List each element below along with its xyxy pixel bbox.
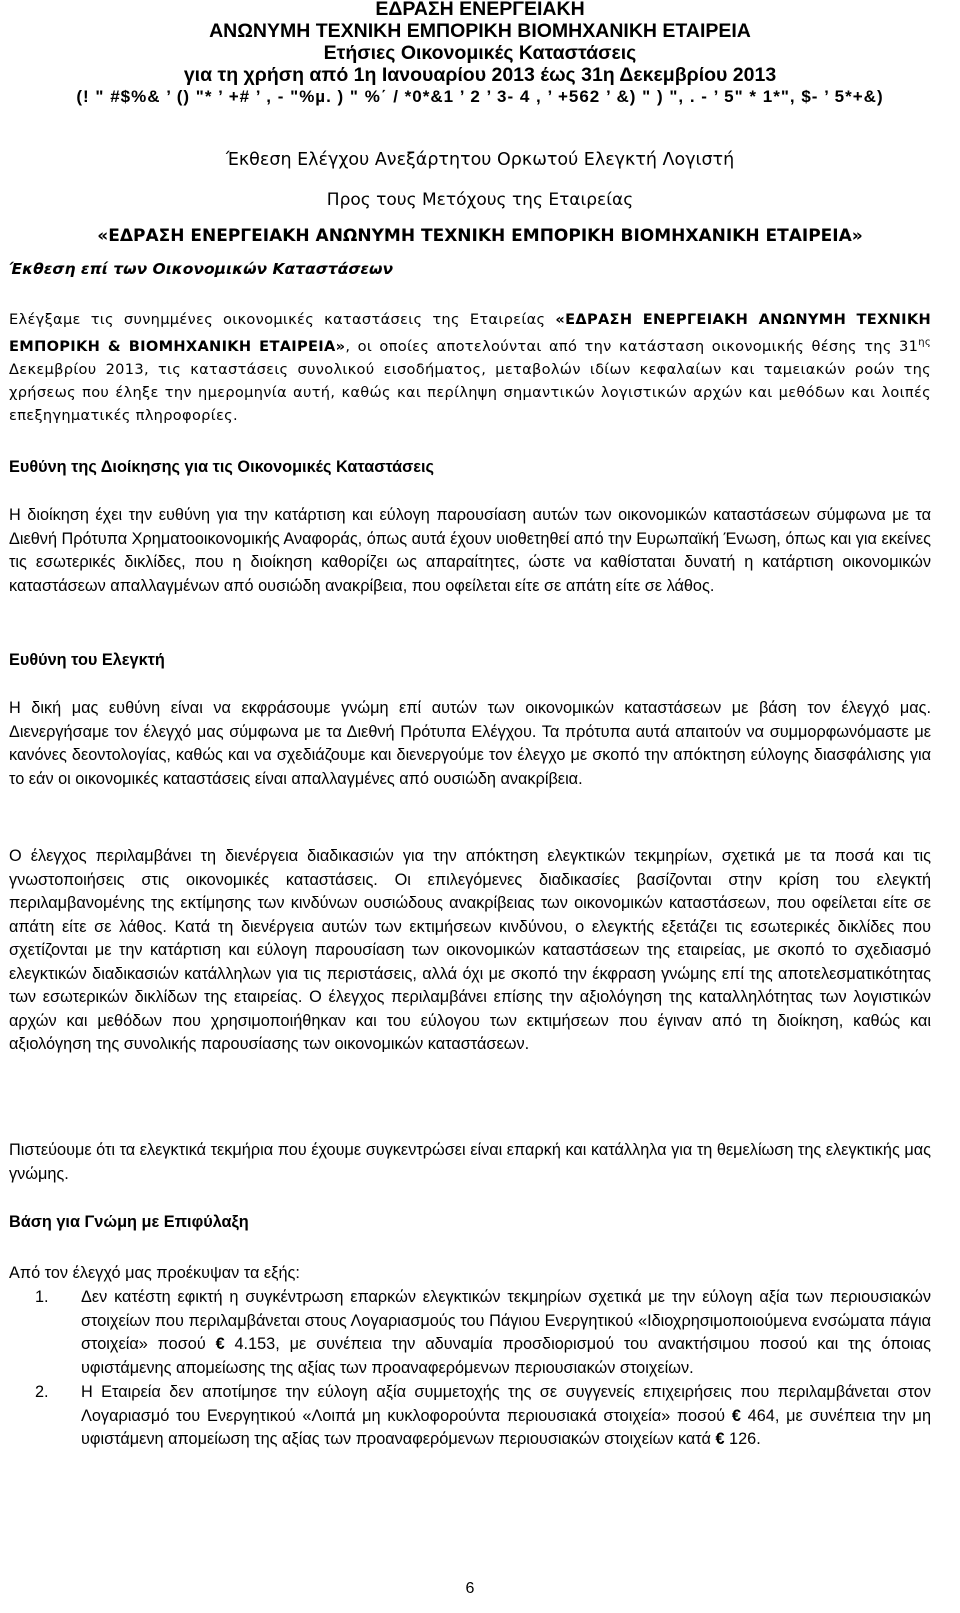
euro-icon: € (215, 1335, 225, 1353)
finding-number: 2. (35, 1383, 49, 1401)
auditor-paragraph-1 (9, 697, 931, 791)
auditor-paragraph-3 (9, 1139, 931, 1186)
section-fs-title: Έκθεση επί των Οικονομικών Καταστάσεων (9, 260, 394, 278)
finding-text-post: . (756, 1430, 761, 1448)
header-company-full: ΑΝΩΝΥΜΗ ΤΕΧΝΙΚΗ ΕΜΠΟΡΙΚΗ ΒΙΟΜΗΧΑΝΙΚΗ ΕΤΑΙΡΕΙΑ (209, 20, 751, 42)
auditor-p1-text: Η δική μας ευθύνη είναι να εκφράσουμε γνώμη επί αυτών των οικονομικών καταστάσεων με βάση τον έλεγχό μας. Διενεργήσαμε τον έλεγχό μας σύμφωνα με τα Διεθνή Πρότυπα Ελέγχου. Τα πρότυπα αυτά απαιτούν να συμμορφωνόμαστε με κανόνες δεοντολογίας, καθώς και να σχεδιάζουμε και διενεργούμε τον έλεγχο με σκοπό την απόκτηση εύλογης διασφάλισης για το εάν οι οικονομικές καταστάσεις είναι απαλλαγμένες από ουσιώδη ανακρίβεια. (9, 699, 931, 788)
basis-heading-text: Βάση για Γνώμη με Επιφύλαξη (9, 1213, 249, 1231)
finding-item-1 (9, 1286, 931, 1380)
basis-intro (9, 1262, 931, 1286)
section-fs-heading (9, 260, 931, 278)
finding-number: 1. (35, 1288, 49, 1306)
header-period: για τη χρήση από 1η Ιανουαρίου 2013 έως 31η Δεκεμβρίου 2013 (183, 64, 777, 86)
basis-heading (9, 1213, 931, 1232)
euro-icon: € (715, 1430, 725, 1448)
mgmt-paragraph (9, 504, 931, 598)
mgmt-text: Η διοίκηση έχει την ευθύνη για την κατάρτιση και εύλογη παρουσίαση αυτών των οικονομικών καταστάσεων σύμφωνα με τα Διεθνή Πρότυπα Χρηματοοικονομικής Αναφοράς, όπως αυτά έχουν υιοθετηθεί από την Ευρωπαϊκή Ένωση, όπως και για εκείνες τις εσωτερικές δικλίδες, που η διοίκηση καθορίζει ως απαραίτητες, ώστε να καθίσταται δυνατή η κατάρτιση οικονομικών καταστάσεων απαλλαγμένων από ουσιώδη ανακρίβεια, που οφείλεται είτε σε απάτη είτε σε λάθος. (9, 506, 931, 595)
header-doc-title: Ετήσιες Οικονομικές Καταστάσεις (323, 42, 637, 64)
mgmt-heading-text: Ευθύνη της Διοίκησης για τις Οικονομικές Καταστάσεις (9, 458, 435, 476)
intro-paragraph (9, 308, 931, 427)
finding-amount-2: 126 (729, 1430, 757, 1448)
basis-intro-text: Από τον έλεγχό μας προέκυψαν τα εξής: (9, 1264, 300, 1282)
auditor-heading (9, 651, 931, 670)
auditor-heading-text: Ευθύνη του Ελεγκτή (9, 651, 165, 669)
finding-amount: 464 (747, 1406, 775, 1425)
document-header (0, 0, 960, 108)
intro-pre: Ελέγξαμε τις συνημμένες οικονομικές καταστάσεις της Εταιρείας (9, 311, 556, 328)
report-title: Έκθεση Ελέγχου Ανεξάρτητου Ορκωτού Ελεγκτή Λογιστή (225, 150, 735, 170)
finding-text-post: , με συνέπεια την αδυναμία προσδιορισμού του ανακτήσιμου ποσού και της όποιας υφιστάμενης απομείωσης της αξίας των προαναφερόμενων περιουσιακών στοιχείων. (81, 1335, 932, 1377)
header-company: ΕΔΡΑΣΗ ΕΝΕΡΓΕΙΑΚΗ (375, 0, 585, 20)
report-company-quote: «ΕΔΡΑΣΗ ΕΝΕΡΓΕΙΑΚΗ ΑΝΩΝΥΜΗ ΤΕΧΝΙΚΗ ΕΜΠΟΡΙΚΗ ΒΙΟΜΗΧΑΝΙΚΗ ΕΤΑΙΡΕΙΑ» (97, 226, 863, 246)
findings-list (9, 1286, 931, 1452)
finding-text-pre: Δεν κατέστη εφικτή η συγκέντρωση επαρκών ελεγκτικών τεκμηρίων σχετικά με την εύλογη αξία των περιουσιακών στοιχείων που περιλαμβάνεται στους Λογαριασμούς του Πάγιου Ενεργητικού «Ιδιοχρησιμοποιούμενα ενσώματα πάγια στοιχεία» ποσού (81, 1288, 931, 1353)
auditor-p3-text: Πιστεύουμε ότι τα ελεγκτικά τεκμήρια που έχουμε συγκεντρώσει είναι επαρκή και κατάλληλα για τη θεμελίωση της ελεγκτικής μας γνώμης. (9, 1141, 931, 1183)
intro-company-bold: «ΕΔΡΑΣΗ ΕΝΕΡΓΕΙΑΚΗ ΑΝΩΝΥΜΗ ΤΕΧΝΙΚΗ ΕΜΠΟΡΙΚΗ & ΒΙΟΜΗΧΑΝΙΚΗ ΕΤΑΙΡΕΙΑ» (9, 311, 931, 355)
report-addressee: Προς τους Μετόχους της Εταιρείας (326, 190, 634, 210)
header-garbled-line: (! " #$%& ’ () "* ’ +# ’ , - "%µ. ) " %΄ / *0*&1 ’ 2 ’ 3- 4 , ’ +562 ’ &) " ) ", . - ’ 5" * 1*", $- ’ 5*+&) (76, 87, 884, 106)
auditor-p2-text: Ο έλεγχος περιλαμβάνει τη διενέργεια διαδικασιών για την απόκτηση ελεγκτικών τεκμηρίων, σχετικά με τα ποσά και τις γνωστοποιήσεις στις οικονομικές καταστάσεις. Οι επιλεγόμενες διαδικασίες βασίζονται στην κρίση του ελεγκτή περιλαμβανομένης της εκτίμησης των κινδύνων ουσιώδους ανακρίβειας των οικονομικών καταστάσεων, που οφείλεται είτε σε απάτη είτε σε λάθος. Κατά τη διενέργεια αυτών των εκτιμήσεων κινδύνου, ο ελεγκτής εξετάζει τις εσωτερικές δικλίδες που σχετίζονται με την κατάρτιση και εύλογη παρουσίαση των οικονομικών καταστάσεων της εταιρείας, με σκοπό το σχεδιασμό ελεγκτικών διαδικασιών κατάλληλων για τις περιστάσεις, αλλά όχι με σκοπό την έκφραση γνώμης επί της αποτελεσματικότητας των εσωτερικών δικλίδων της εταιρείας. Ο έλεγχος περιλαμβάνει επίσης την αξιολόγηση της καταλληλότητας των λογιστικών αρχών και μεθόδων που χρησιμοποιήθηκαν και του εύλογου των εκτιμήσεων που έγιναν από τη διοίκηση, καθώς και αξιολόγηση της συνολικής παρουσίασης των οικονομικών καταστάσεων. (9, 847, 931, 1053)
intro-mid: , οι οποίες αποτελούνται από την κατάσταση οικονομικής θέσης της 31 (345, 337, 919, 355)
mgmt-heading (9, 458, 931, 477)
intro-sup: ης (918, 337, 931, 348)
intro-post: Δεκεμβρίου 2013, τις καταστάσεις συνολικού εισοδήματος, μεταβολών ιδίων κεφαλαίων και ταμειακών ροών της χρήσεως που έληξε την ημερομηνία αυτή, καθώς και περίληψη σημαντικών λογιστικών αρχών και μεθόδων και λοιπές επεξηγηματικές πληροφορίες. (9, 360, 931, 424)
auditor-paragraph-2 (9, 845, 931, 1057)
finding-text-mid: , με συνέπεια την μη υφιστάμενη απομείωση της αξίας των προαναφερόμενων περιουσιακών στοιχείων κατά (81, 1406, 931, 1448)
euro-icon: € (731, 1406, 741, 1425)
page-number: 6 (465, 1580, 475, 1597)
finding-amount: 4.153 (234, 1335, 276, 1353)
finding-text-pre: Η Εταιρεία δεν αποτίμησε την εύλογη αξία συμμετοχής της σε συγγενείς επιχειρήσεις που περιλαμβάνεται στον Λογαριασμό του Ενεργητικού «Λοιπά μη κυκλοφορούντα περιουσιακά στοιχεία» ποσού (81, 1383, 931, 1425)
finding-item-2 (9, 1381, 931, 1452)
